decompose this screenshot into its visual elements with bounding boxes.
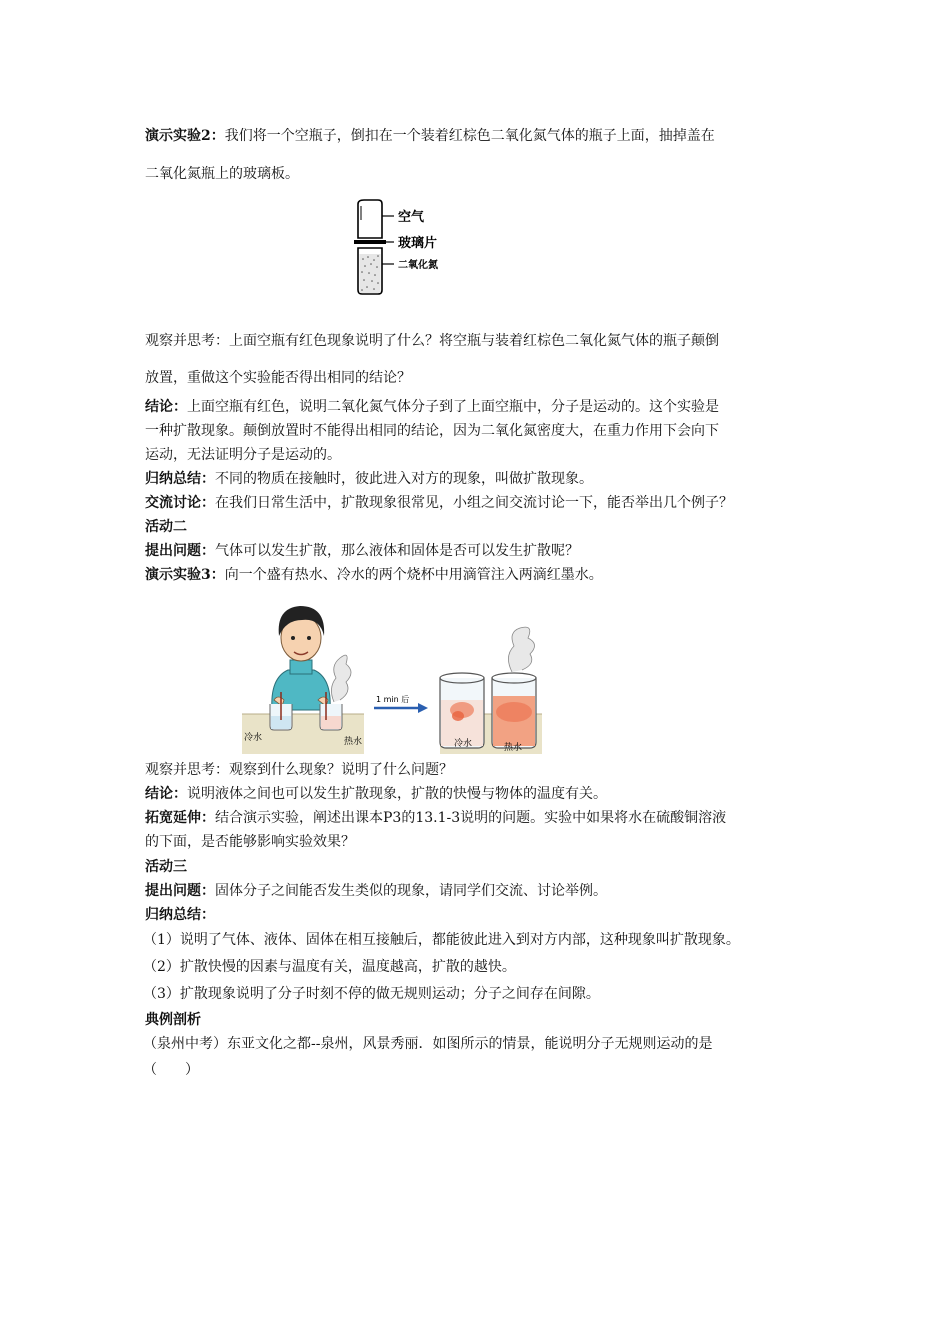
activity2-heading: 活动二 bbox=[145, 519, 187, 535]
question2-text: 气体可以发生扩散，那么液体和固体是否可以发生扩散呢？ bbox=[215, 543, 579, 559]
observe2-line: 观察并思考：观察到什么现象？说明了什么问题？ bbox=[145, 762, 453, 778]
extend-text1: 结合演示实验，阐述出课本P3的13.1-3说明的问题。实验中如果将水在硫酸铜溶液 bbox=[215, 810, 727, 826]
summary2-colon: ： bbox=[201, 907, 215, 923]
conclusion1-colon: ： bbox=[173, 399, 187, 415]
figure-bottles bbox=[352, 196, 472, 296]
conclusion1-text1: 上面空瓶有红色，说明二氧化氮气体分子到了上面空瓶中，分子是运动的。这个实验是 bbox=[187, 399, 719, 415]
discuss-line bbox=[145, 493, 733, 513]
summary2-label: 归纳总结 bbox=[145, 907, 201, 923]
example-line2: （ ） bbox=[143, 1062, 199, 1078]
conclusion2-text: 说明液体之间也可以发生扩散现象，扩散的快慢与物体的温度有关。 bbox=[187, 786, 607, 802]
demo3-label: 演示实验3 bbox=[145, 567, 211, 583]
question2-label: 提出问题 bbox=[145, 543, 201, 559]
conclusion1-text3: 运动，无法证明分子是运动的。 bbox=[145, 447, 341, 463]
extend-line1 bbox=[145, 808, 726, 828]
demo2-label: 演示实验2 bbox=[145, 128, 211, 144]
example-line1: （泉州中考）东亚文化之都--泉州，风景秀丽．如图所示的情景，能说明分子无规则运动的是 bbox=[143, 1036, 713, 1052]
label-hot-left: 热水 bbox=[344, 737, 363, 747]
conclusion1-label: 结论 bbox=[145, 399, 173, 415]
demo2-colon: ： bbox=[210, 128, 225, 144]
demo3-colon: ： bbox=[210, 567, 225, 583]
demo2-text2: 二氧化氮瓶上的玻璃板。 bbox=[145, 166, 299, 182]
conclusion2-line bbox=[145, 784, 607, 804]
label-hot-right: 热水 bbox=[504, 743, 523, 753]
summary1-text: 不同的物质在接触时，彼此进入对方的现象，叫做扩散现象。 bbox=[215, 471, 593, 487]
label-cold-left: 冷水 bbox=[244, 733, 263, 743]
label-no2: 二氧化氮 bbox=[398, 260, 438, 271]
question3-colon: ： bbox=[201, 883, 215, 899]
conclusion1-text2: 一种扩散现象。颠倒放置时不能得出相同的结论，因为二氧化氮密度大，在重力作用下会向下 bbox=[145, 423, 719, 439]
extend-colon: ： bbox=[201, 810, 215, 826]
question3-label: 提出问题 bbox=[145, 883, 201, 899]
arrow-head bbox=[418, 703, 428, 713]
summary2-item-1: （1）说明了气体、液体、固体在相互接触后，都能彼此进入到对方内部，这种现象叫扩散现象。 bbox=[143, 932, 740, 948]
question2-line bbox=[145, 541, 579, 561]
discuss-text: 在我们日常生活中，扩散现象很常见，小组之间交流讨论一下，能否举出几个例子？ bbox=[215, 495, 733, 511]
empty-bottle bbox=[358, 200, 382, 238]
question3-text: 固体分子之间能否发生类似的现象，请同学们交流、讨论举例。 bbox=[215, 883, 607, 899]
summary2-item-3: （3）扩散现象说明了分子时刻不停的做无规则运动；分子之间存在间隙。 bbox=[143, 986, 600, 1002]
observe1-line2: 放置，重做这个实验能否得出相同的结论？ bbox=[145, 370, 411, 386]
activity3-heading: 活动三 bbox=[145, 859, 187, 875]
demo2-text1: 我们将一个空瓶子，倒扣在一个装着红棕色二氧化氮气体的瓶子上面，抽掉盖在 bbox=[224, 128, 715, 144]
beaker-hot-right bbox=[492, 627, 536, 748]
discuss-colon: ： bbox=[201, 495, 215, 511]
extend-text2: 的下面，是否能够影响实验效果？ bbox=[145, 834, 355, 850]
summary1-label: 归纳总结 bbox=[145, 471, 201, 487]
demo3-text: 向一个盛有热水、冷水的两个烧杯中用滴管注入两滴红墨水。 bbox=[224, 567, 603, 583]
summary1-colon: ： bbox=[201, 471, 215, 487]
label-arrow: 1 min 后 bbox=[376, 695, 410, 704]
extend-label: 拓宽延伸 bbox=[145, 810, 201, 826]
question2-colon: ： bbox=[201, 543, 215, 559]
conclusion2-colon: ： bbox=[173, 786, 187, 802]
example-heading: 典例剖析 bbox=[145, 1012, 201, 1028]
summary2-heading bbox=[145, 905, 215, 925]
conclusion2-label: 结论 bbox=[145, 786, 173, 802]
label-glass: 玻璃片 bbox=[398, 236, 438, 251]
observe1-line1: 观察并思考：上面空瓶有红色现象说明了什么？将空瓶与装着红棕色二氧化氮气体的瓶子颠倒 bbox=[145, 333, 719, 349]
summary2-item-2: （2）扩散快慢的因素与温度有关，温度越高，扩散的越快。 bbox=[143, 959, 516, 975]
question3-line bbox=[145, 881, 607, 901]
glass-plate bbox=[354, 240, 386, 244]
summary1-line bbox=[145, 469, 593, 489]
demo2-line1 bbox=[145, 126, 715, 146]
label-cold-right: 冷水 bbox=[454, 739, 473, 749]
figure-beakers bbox=[242, 592, 542, 754]
conclusion1-line1 bbox=[145, 397, 719, 417]
discuss-label: 交流讨论 bbox=[145, 495, 201, 511]
label-air: 空气 bbox=[398, 210, 425, 225]
beaker-cold-right bbox=[440, 673, 484, 748]
demo3-line bbox=[145, 565, 603, 585]
